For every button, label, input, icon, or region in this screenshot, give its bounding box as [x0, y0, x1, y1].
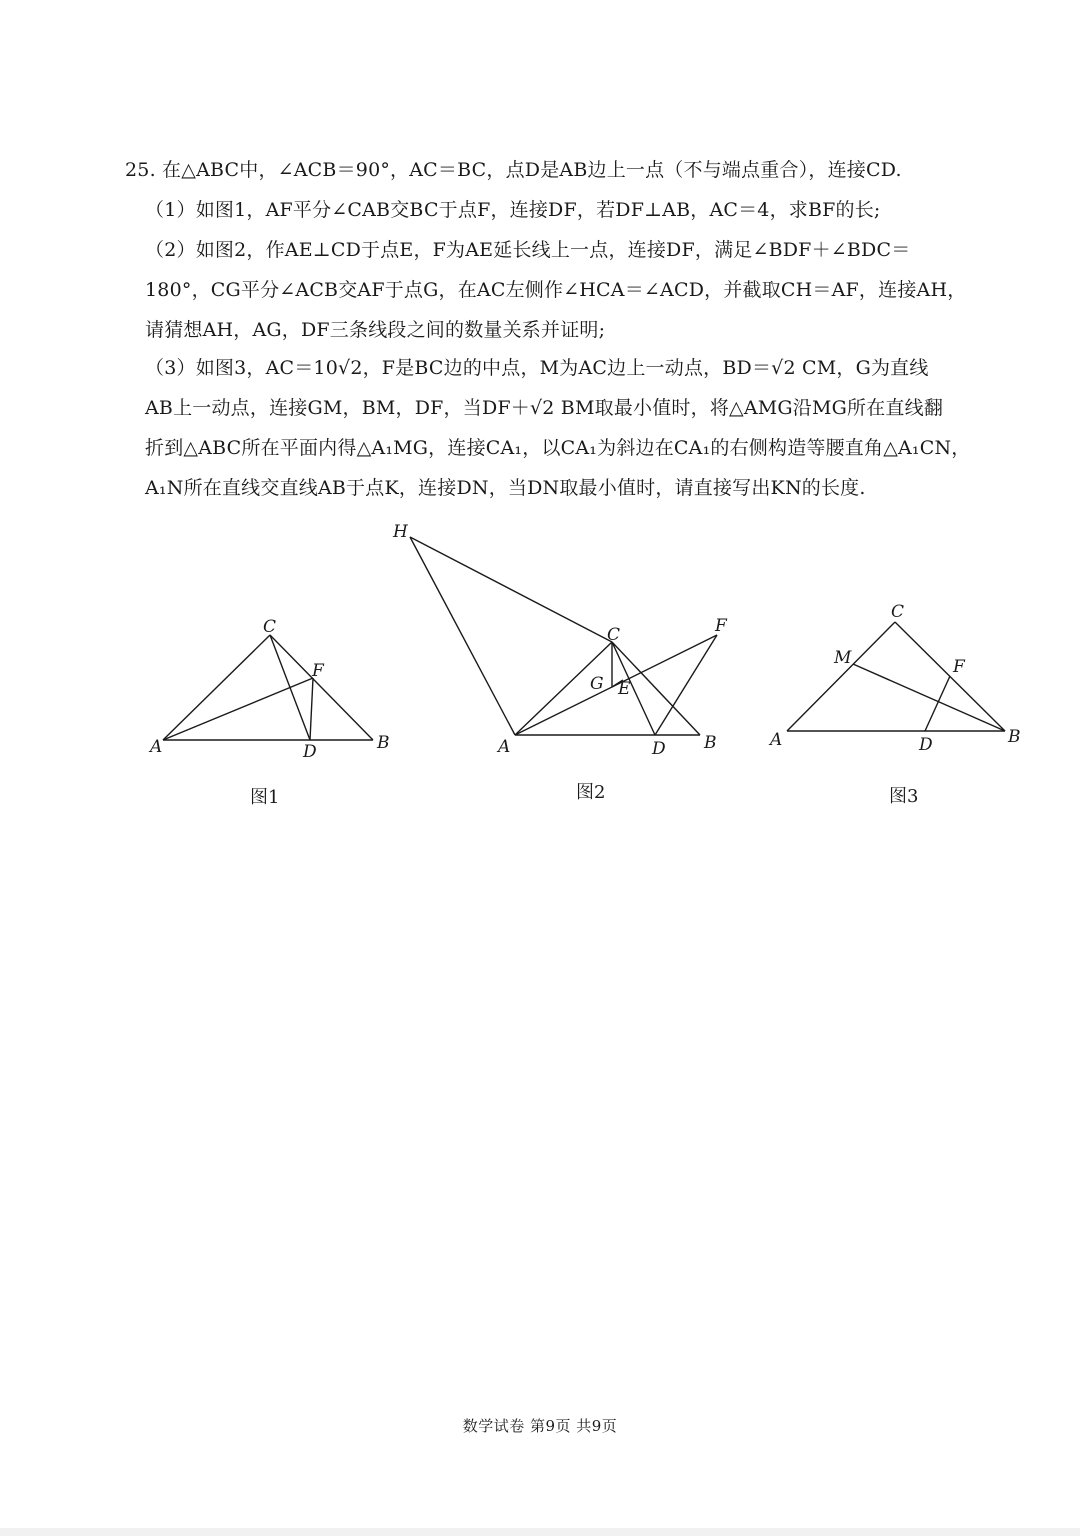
part-3-text-line-1: （3）如图3，AC＝10√2，F是BC边的中点，M为AC边上一动点，BD＝√2 CM，G为直线: [145, 357, 929, 379]
bottom-strip: [0, 1528, 1080, 1536]
part-1-text: （1）如图1，AF平分∠CAB交BC于点F，连接DF，若DF⊥AB，AC＝4，求BF的长;: [145, 199, 881, 221]
fig2-label-d: D: [652, 739, 666, 759]
fig1-label-c: C: [263, 617, 277, 637]
fig3-label-c: C: [891, 602, 905, 622]
fig3-label-m: M: [834, 648, 852, 668]
fig3-label-a: A: [770, 730, 783, 750]
page-footer: 数学试卷 第9页 共9页: [462, 1417, 618, 1435]
problem-intro: 25. 在△ABC中，∠ACB＝90°，AC＝BC，点D是AB边上一点（不与端点重合），连接CD.: [125, 159, 902, 181]
fig1-label-b: B: [377, 733, 390, 753]
fig1-label-f: F: [312, 661, 324, 681]
fig2-label-f: F: [715, 616, 727, 636]
fig2-label-c: C: [607, 625, 621, 645]
fig3-label-d: D: [919, 735, 933, 755]
fig1-caption: 图1: [250, 787, 280, 808]
fig2-label-e: E: [618, 679, 631, 699]
fig3-segment-ac: [787, 622, 895, 731]
fig2-label-g: G: [590, 674, 604, 694]
fig3-label-f: F: [953, 657, 965, 677]
fig2-segment-ch: [410, 537, 612, 642]
figure-3-labels: [768, 602, 1021, 755]
fig2-label-a: A: [498, 737, 511, 757]
fig3-caption: 图3: [889, 786, 919, 807]
fig3-label-b: B: [1008, 727, 1021, 747]
fig2-label-h: H: [393, 522, 408, 542]
part-3-text-line-4: A₁N所在直线交直线AB于点K，连接DN，当DN取最小值时，请直接写出KN的长度.: [145, 477, 866, 499]
fig2-caption: 图2: [576, 782, 606, 803]
part-2-text-line-2: 180°，CG平分∠ACB交AF于点G，在AC左侧作∠HCA＝∠ACD，并截取CH＝AF，连接AH，: [145, 279, 967, 301]
fig1-label-a: A: [150, 737, 163, 757]
fig1-segment-df: [310, 678, 313, 740]
fig1-label-d: D: [303, 742, 317, 762]
fig1-segment-cd: [270, 635, 310, 740]
fig1-segment-ac: [163, 635, 270, 740]
fig3-segment-df: [925, 676, 950, 731]
fig2-segment-ah: [410, 537, 515, 735]
part-3-text-line-3: 折到△ABC所在平面内得△A₁MG，连接CA₁，以CA₁为斜边在CA₁的右侧构造等腰直角△A₁CN，: [145, 437, 971, 459]
fig1-segment-bc: [270, 635, 373, 740]
figure-1: [163, 635, 373, 740]
figure-2-labels: [392, 522, 728, 759]
figure-3: [787, 622, 1005, 731]
part-2-text-line-1: （2）如图2，作AE⊥CD于点E，F为AE延长线上一点，连接DF，满足∠BDF＋∠BDC＝: [145, 239, 911, 261]
part-3-text-line-2: AB上一动点，连接GM，BM，DF，当DF＋√2 BM取最小值时，将△AMG沿MG所在直线翻: [145, 397, 944, 419]
figure-2: [410, 537, 717, 735]
part-2-text-line-3: 请猜想AH，AG，DF三条线段之间的数量关系并证明;: [145, 319, 606, 341]
fig2-label-b: B: [704, 733, 717, 753]
